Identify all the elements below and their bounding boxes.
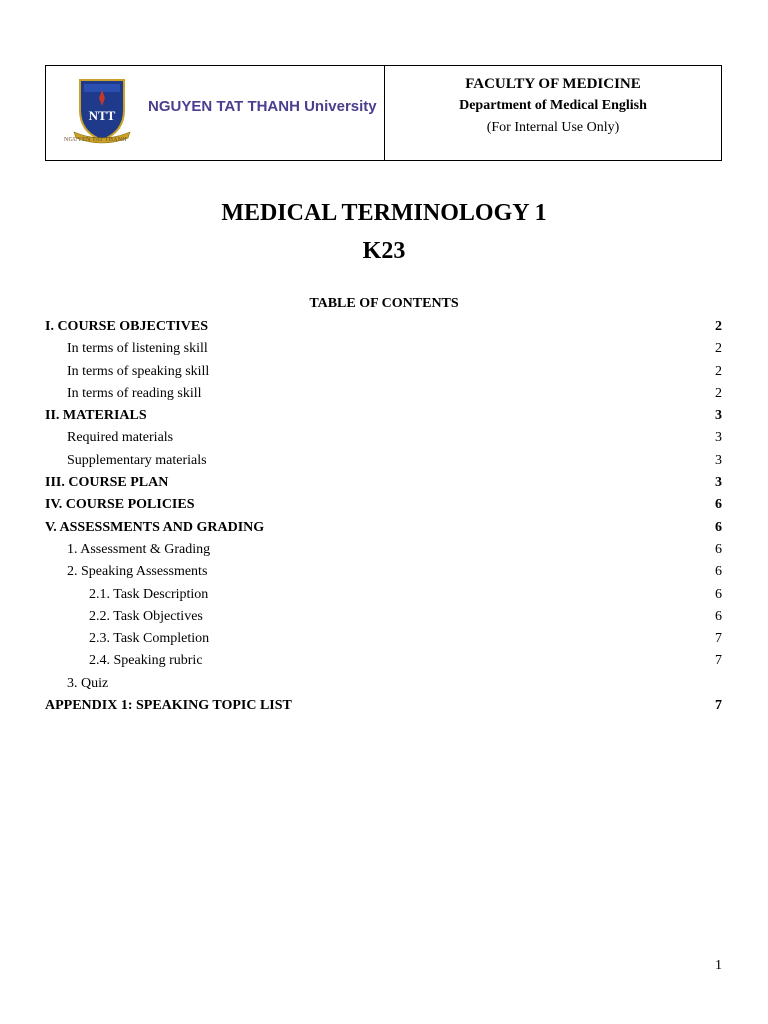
toc-entry[interactable] (45, 584, 722, 606)
toc-entry-page: 6 (715, 519, 722, 535)
toc-entry-page: 6 (715, 541, 722, 557)
toc-entry-text: In terms of speaking skill (67, 363, 210, 379)
toc-entry-page: 3 (715, 430, 722, 446)
toc-entry-page: 2 (715, 341, 722, 357)
toc-entry[interactable] (45, 561, 722, 583)
toc-entry-text: Supplementary materials (67, 452, 207, 468)
internal-use-note: (For Internal Use Only) (486, 120, 620, 135)
toc-entry-page: 6 (715, 564, 722, 580)
toc-heading: TABLE OF CONTENTS (309, 296, 459, 311)
toc-entry-page: 2 (715, 363, 722, 379)
document-title: MEDICAL TERMINOLOGY 1 (221, 200, 547, 226)
toc-entry-page: 6 (715, 608, 722, 624)
toc-entry-text: In terms of listening skill (67, 341, 208, 357)
toc-entry-text: 2. Speaking Assessments (67, 564, 208, 580)
toc-entry[interactable] (45, 539, 722, 561)
toc-entry-text: IV. COURSE POLICIES (45, 497, 195, 513)
toc-entry-page: 6 (715, 586, 722, 602)
toc-entry-page: 7 (715, 653, 722, 669)
toc-entry[interactable] (45, 427, 722, 449)
toc-entry-page: 3 (715, 452, 722, 468)
toc-entry-page: 3 (715, 475, 722, 491)
toc-entry-text: 2.1. Task Description (89, 586, 209, 602)
toc-entry-text: 1. Assessment & Grading (67, 541, 211, 557)
toc-entry-text: 2.4. Speaking rubric (89, 653, 203, 669)
toc-entry-text: In terms of reading skill (67, 385, 202, 401)
toc-entry-text: III. COURSE PLAN (45, 475, 169, 491)
university-name: NGUYEN TAT THANH University (148, 98, 377, 115)
toc-entry[interactable] (45, 606, 722, 628)
table-of-contents (45, 316, 722, 717)
toc-entry[interactable] (45, 338, 722, 360)
toc-entry[interactable] (45, 383, 722, 405)
department-name: Department of Medical English (459, 98, 647, 113)
document-subtitle: K23 (362, 238, 406, 264)
header-faculty-cell (385, 66, 721, 160)
toc-entry-text: 2.2. Task Objectives (89, 608, 203, 624)
toc-entry-page: 7 (715, 631, 722, 647)
faculty-name: FACULTY OF MEDICINE (465, 76, 641, 92)
header-logo-cell (46, 66, 385, 160)
toc-entry-page: 7 (715, 698, 722, 714)
toc-entry[interactable] (45, 695, 722, 717)
toc-entry[interactable] (45, 405, 722, 427)
toc-entry-text: I. COURSE OBJECTIVES (45, 319, 208, 334)
toc-entry[interactable] (45, 361, 722, 383)
toc-entry[interactable] (45, 450, 722, 472)
toc-entry[interactable] (45, 316, 722, 338)
toc-entry[interactable] (45, 628, 722, 650)
toc-entry-page: 2 (715, 385, 722, 401)
toc-entry[interactable] (45, 650, 722, 672)
toc-entry[interactable] (45, 517, 722, 539)
toc-entry[interactable] (45, 494, 722, 516)
toc-entry-page: 6 (715, 497, 722, 513)
crest-initials: NTT (88, 108, 116, 123)
toc-entry[interactable] (45, 472, 722, 494)
toc-entry-text: APPENDIX 1: SPEAKING TOPIC LIST (45, 698, 292, 714)
toc-entry-page: 2 (715, 319, 722, 334)
toc-entry-text: Required materials (67, 430, 174, 446)
toc-entry-text: V. ASSESSMENTS AND GRADING (45, 519, 265, 535)
crest-caption: NGUYEN TAT THANH (64, 137, 127, 143)
toc-entry-text: 3. Quiz (67, 675, 109, 691)
toc-entry-page: 3 (715, 408, 722, 424)
toc-entry-text: 2.3. Task Completion (89, 631, 210, 647)
page-number: 1 (715, 958, 722, 973)
header-table (45, 65, 722, 161)
toc-entry-text: II. MATERIALS (45, 408, 147, 424)
toc-entry[interactable] (45, 673, 722, 695)
